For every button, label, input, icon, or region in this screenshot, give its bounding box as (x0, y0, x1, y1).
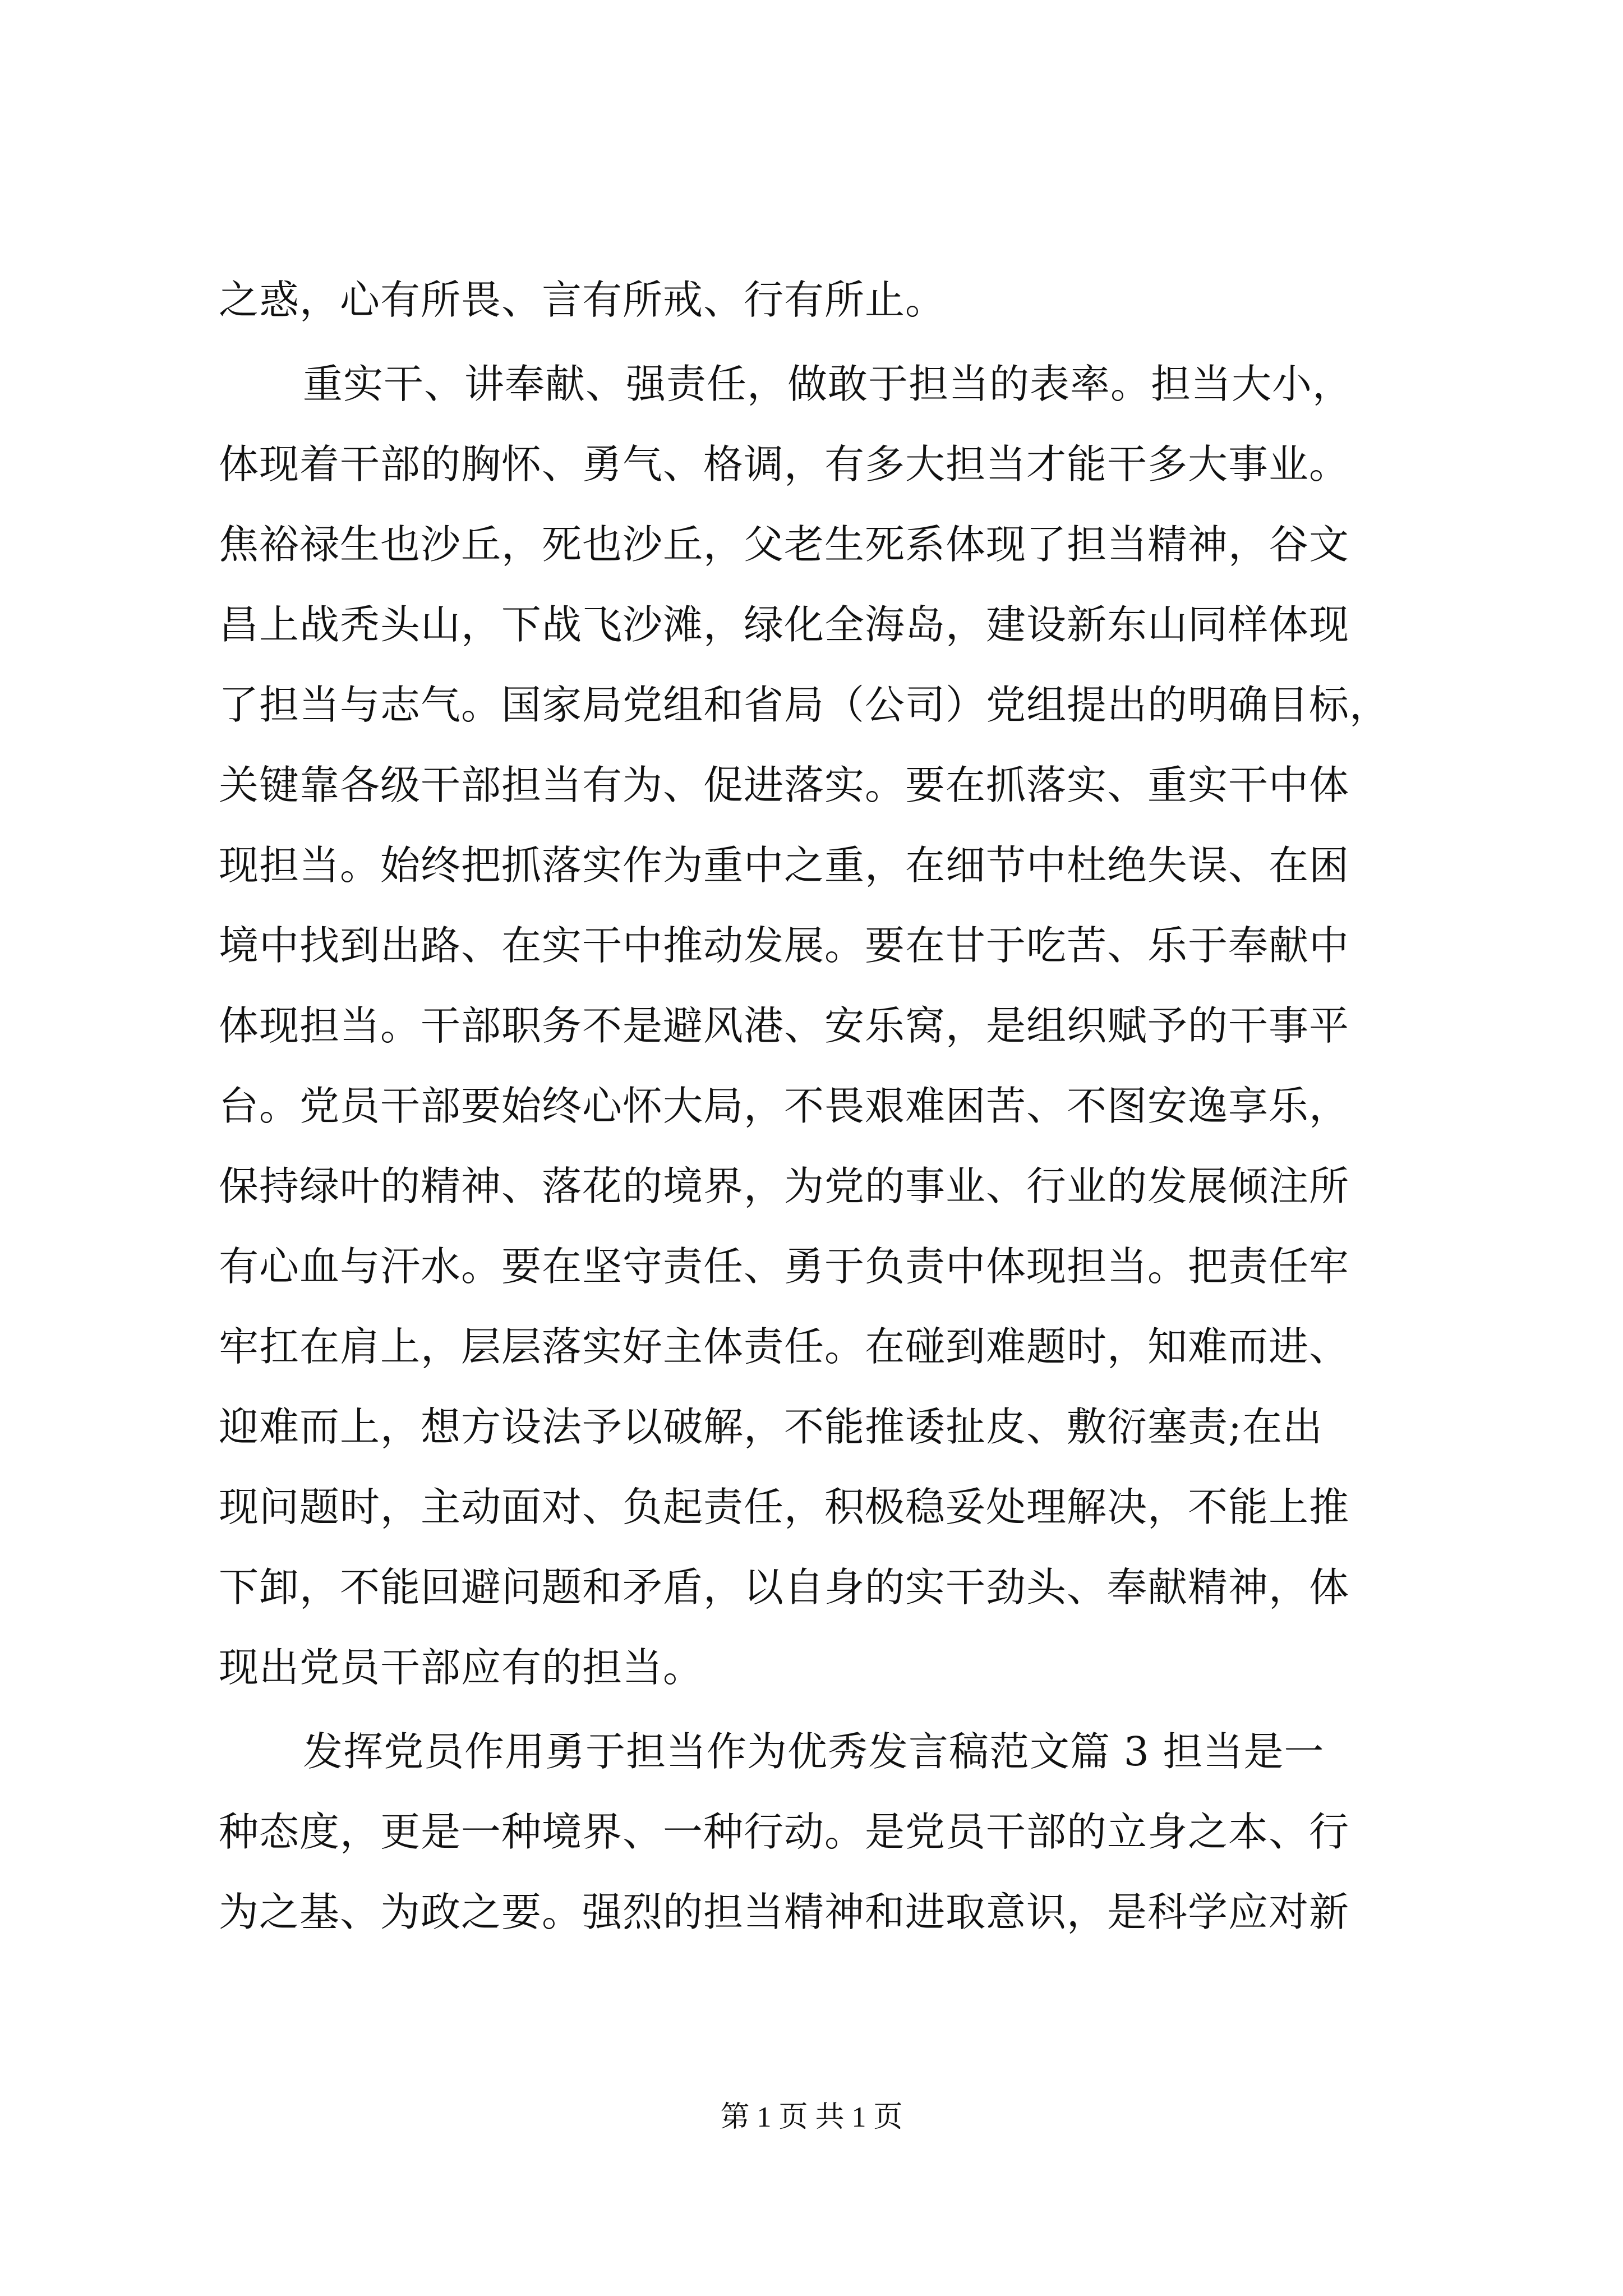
page-number-footer: 第 1 页 共 1 页 (720, 2101, 903, 2133)
text-line-9: 境中找到出路、在实干中推动发展。要在甘于吃苦、乐于奉献中 (219, 922, 1350, 969)
text-line-13: 有心血与汗水。要在坚守责任、勇于负责中体现担当。把责任牢 (219, 1243, 1350, 1290)
text-line-11: 台。党员干部要始终心怀大局，不畏艰难困苦、不图安逸享乐， (219, 1083, 1350, 1129)
text-line-21: 为之基、为政之要。强烈的担当精神和进取意识，是科学应对新 (219, 1889, 1350, 1935)
text-line-18: 现出党员干部应有的担当。 (219, 1644, 704, 1691)
text-line-3: 体现着干部的胸怀、勇气、格调，有多大担当才能干多大事业。 (219, 441, 1350, 487)
text-line-5: 昌上战秃头山，下战飞沙滩，绿化全海岛，建设新东山同样体现 (219, 601, 1350, 648)
text-line-14: 牢扛在肩上，层层落实好主体责任。在碰到难题时，知难而进、 (219, 1323, 1350, 1370)
paragraph-start-line: 发挥党员作用勇于担当作为优秀发言稿范文篇 3 担当是一 (303, 1728, 1325, 1775)
text-line-10: 体现担当。干部职务不是避风港、安乐窝，是组织赋予的干事平 (219, 1002, 1350, 1049)
text-line-1: 之惑，心有所畏、言有所戒、行有所止。 (219, 277, 946, 323)
text-line-16: 现问题时，主动面对、负起责任，积极稳妥处理解决，不能上推 (219, 1484, 1350, 1530)
paragraph-start-line: 重实干、讲奉献、强责任，做敢于担当的表率。担当大小， (303, 361, 1353, 407)
text-line-17: 下卸，不能回避问题和矛盾，以自身的实干劲头、奉献精神，体 (219, 1564, 1350, 1611)
text-line-20: 种态度，更是一种境界、一种行动。是党员干部的立身之本、行 (219, 1809, 1350, 1855)
text-line-8: 现担当。始终把抓落实作为重中之重，在细节中杜绝失误、在困 (219, 842, 1350, 889)
text-line-15: 迎难而上，想方设法予以破解，不能推诿扯皮、敷衍塞责;在出 (219, 1404, 1323, 1450)
text-line-6: 了担当与志气。国家局党组和省局（公司）党组提出的明确目标， (219, 682, 1390, 728)
text-line-4: 焦裕禄生也沙丘，死也沙丘，父老生死系体现了担当精神，谷文 (219, 521, 1350, 568)
text-line-12: 保持绿叶的精神、落花的境界，为党的事业、行业的发展倾注所 (219, 1163, 1350, 1209)
text-line-7: 关键靠各级干部担当有为、促进落实。要在抓落实、重实干中体 (219, 762, 1350, 808)
